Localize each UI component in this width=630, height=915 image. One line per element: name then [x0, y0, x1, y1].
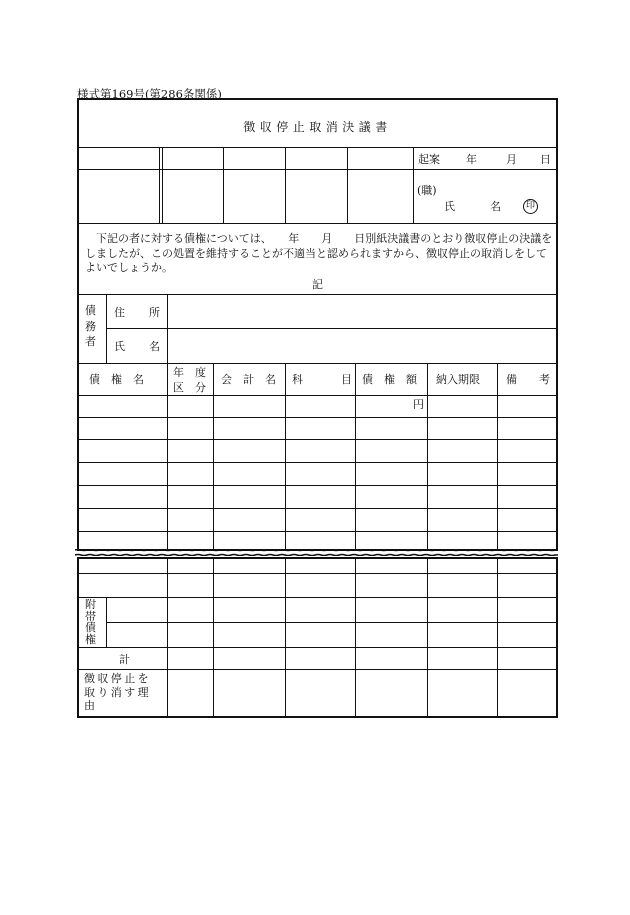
resolution-form-upper	[77, 98, 558, 551]
address-label-2: 所	[149, 306, 160, 319]
record-mark: 記	[312, 278, 323, 291]
header-fiscal-category: 区 分	[173, 381, 206, 394]
total-label: 計	[119, 653, 130, 666]
form-number: 様式第169号(第286条関係)	[77, 87, 222, 101]
name-label-2: 名	[490, 200, 501, 213]
amount-yen-unit: 円	[413, 398, 424, 411]
header-account-name: 会 計 名	[221, 373, 276, 386]
draft-label: 起案	[418, 153, 440, 166]
header-due-date: 納入期限	[436, 373, 480, 386]
post-label: (職)	[417, 184, 437, 197]
debtor-label: 債務者	[85, 304, 96, 348]
header-claim-name: 債 権 名	[89, 373, 144, 386]
document-title: 徴収停止取消決議書	[243, 120, 392, 134]
header-item-2: 目	[341, 373, 352, 386]
header-item-1: 科	[292, 373, 303, 386]
header-fiscal-year: 年 度	[173, 366, 206, 379]
cancellation-reason-label: 徴収停止を取り消す理由	[84, 672, 151, 712]
address-label-1: 住	[114, 306, 125, 319]
name-label-1: 氏	[444, 200, 455, 213]
header-remarks-2: 考	[539, 373, 550, 386]
draft-month-label: 月	[506, 153, 517, 166]
ancillary-claim-label: 附帯債権	[85, 598, 96, 646]
seal-mark: 印	[523, 199, 538, 214]
header-claim-amount: 債 権 額	[362, 373, 417, 386]
resolution-form-lower	[77, 557, 558, 718]
draft-day-label: 日	[540, 153, 551, 166]
debtor-name-label-2: 名	[149, 340, 160, 353]
header-remarks-1: 備	[506, 373, 517, 386]
draft-year-label: 年	[466, 153, 477, 166]
table-break-mark	[75, 549, 558, 556]
resolution-body-text: 下記の者に対する債権については、 年 月 日別紙決議書のとおり徴収停止の決議をしましたが、この処置を維持することが不適当と認められますから、徴収停止の取消しをしてよいでしょうか。	[85, 232, 553, 274]
debtor-name-label-1: 氏	[114, 340, 125, 353]
